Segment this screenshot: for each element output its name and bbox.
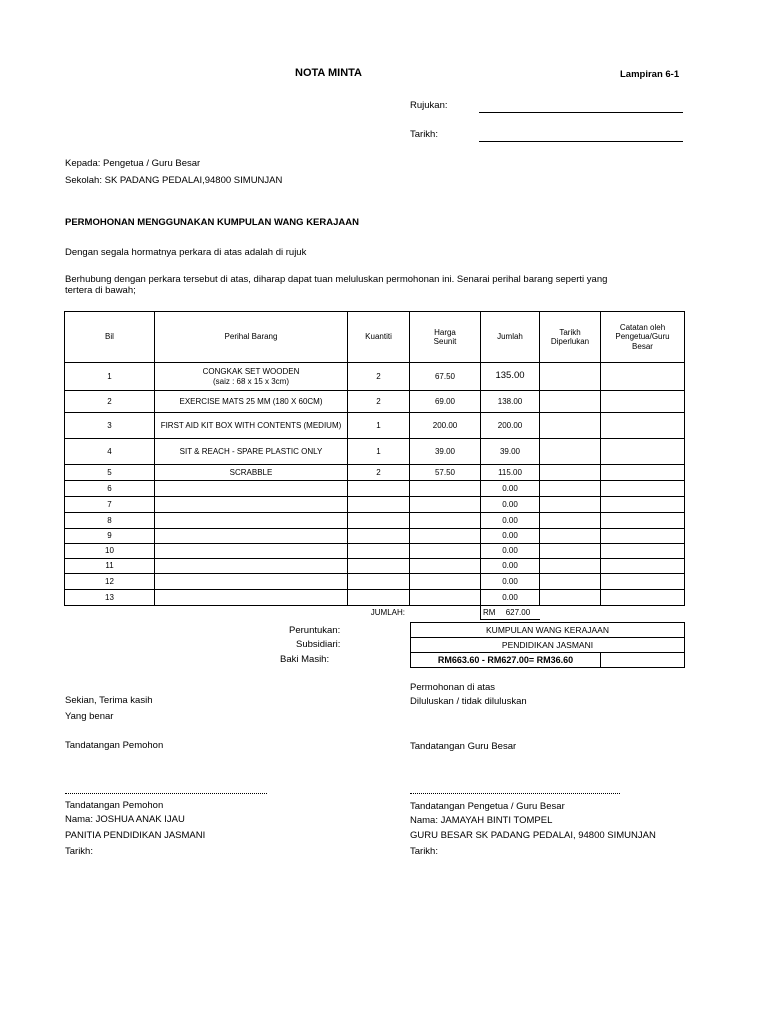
row-catatan bbox=[601, 481, 685, 497]
row-bil: 7 bbox=[65, 497, 155, 513]
row-kuantiti bbox=[348, 590, 410, 606]
row-perihal-size: (saiz : 68 x 15 x 3cm) bbox=[212, 376, 290, 386]
table-row bbox=[65, 529, 685, 544]
row-tarikh bbox=[540, 544, 601, 559]
table-row bbox=[65, 391, 685, 413]
row-catatan bbox=[601, 574, 685, 590]
row-tarikh bbox=[540, 465, 601, 481]
table-row bbox=[65, 574, 685, 590]
row-bil: 3 bbox=[65, 413, 155, 439]
row-perihal bbox=[155, 590, 348, 606]
row-bil: 13 bbox=[65, 590, 155, 606]
header-harga: Harga Seunit bbox=[410, 312, 481, 363]
row-perihal bbox=[155, 529, 348, 544]
table-row bbox=[65, 465, 685, 481]
row-tarikh bbox=[540, 497, 601, 513]
row-kuantiti bbox=[348, 513, 410, 529]
allocation-table bbox=[410, 622, 685, 668]
row-catatan bbox=[601, 559, 685, 574]
row-bil: 1 bbox=[65, 363, 155, 391]
right-signature-position: GURU BESAR SK PADANG PEDALAI, 94800 SIMUNJAN bbox=[410, 830, 656, 841]
applicant-signature-label: Tandatangan Pemohon bbox=[65, 740, 164, 751]
row-harga bbox=[410, 590, 481, 606]
items-table bbox=[64, 311, 685, 620]
paragraph-request-line1: Berhubung dengan perkara tersebut di atas, diharap dapat tuan meluluskan permohonan ini. Senarai perihal barang seperti yang bbox=[65, 274, 608, 285]
row-perihal bbox=[155, 574, 348, 590]
row-tarikh bbox=[540, 574, 601, 590]
row-catatan bbox=[601, 391, 685, 413]
table-row bbox=[65, 590, 685, 606]
row-jumlah: 0.00 bbox=[481, 497, 540, 513]
row-kuantiti: 1 bbox=[348, 413, 410, 439]
row-perihal-text: SCRABBLE bbox=[229, 467, 273, 477]
subject-heading: PERMOHONAN MENGGUNAKAN KUMPULAN WANG KERAJAAN bbox=[65, 217, 359, 228]
row-jumlah: 0.00 bbox=[481, 544, 540, 559]
row-jumlah: 0.00 bbox=[481, 590, 540, 606]
row-harga: 67.50 bbox=[410, 363, 481, 391]
row-catatan bbox=[601, 363, 685, 391]
table-row bbox=[65, 413, 685, 439]
row-perihal-text: CONGKAK SET WOODEN bbox=[202, 367, 300, 377]
row-catatan bbox=[601, 544, 685, 559]
total-value: 627.00 bbox=[505, 607, 531, 617]
baki-blank bbox=[601, 653, 685, 668]
row-harga bbox=[410, 529, 481, 544]
peruntukan-value: KUMPULAN WANG KERAJAAN bbox=[411, 623, 685, 638]
baki-value: RM663.60 - RM627.00= RM36.60 bbox=[411, 653, 601, 668]
row-bil: 9 bbox=[65, 529, 155, 544]
row-harga bbox=[410, 574, 481, 590]
row-kuantiti bbox=[348, 559, 410, 574]
row-kuantiti bbox=[348, 544, 410, 559]
row-perihal bbox=[155, 513, 348, 529]
sekian-text: Sekian, Terima kasih bbox=[65, 695, 153, 706]
document-title: NOTA MINTA bbox=[295, 67, 363, 79]
row-bil: 2 bbox=[65, 391, 155, 413]
row-tarikh bbox=[540, 439, 601, 465]
row-harga: 69.00 bbox=[410, 391, 481, 413]
row-jumlah: 0.00 bbox=[481, 481, 540, 497]
row-harga bbox=[410, 513, 481, 529]
table-row bbox=[65, 363, 685, 391]
row-bil: 6 bbox=[65, 481, 155, 497]
row-jumlah: 200.00 bbox=[481, 413, 540, 439]
tarikh-line bbox=[479, 141, 683, 142]
row-harga: 200.00 bbox=[410, 413, 481, 439]
headmaster-signature-label: Tandatangan Guru Besar bbox=[410, 741, 517, 752]
row-bil: 10 bbox=[65, 544, 155, 559]
row-harga: 39.00 bbox=[410, 439, 481, 465]
row-jumlah: 39.00 bbox=[481, 439, 540, 465]
row-tarikh bbox=[540, 513, 601, 529]
row-bil: 5 bbox=[65, 465, 155, 481]
total-blank bbox=[540, 606, 685, 620]
row-kuantiti: 1 bbox=[348, 439, 410, 465]
row-catatan bbox=[601, 413, 685, 439]
row-catatan bbox=[601, 497, 685, 513]
row-tarikh bbox=[540, 590, 601, 606]
row-harga bbox=[410, 481, 481, 497]
row-perihal bbox=[155, 481, 348, 497]
row-perihal bbox=[155, 439, 348, 465]
subsidiari-label: Subsidiari: bbox=[296, 639, 341, 650]
table-header-row bbox=[65, 312, 685, 363]
row-perihal bbox=[155, 559, 348, 574]
right-signature-title: Tandatangan Pengetua / Guru Besar bbox=[410, 801, 565, 812]
attachment-label: Lampiran 6-1 bbox=[620, 69, 680, 80]
row-bil: 12 bbox=[65, 574, 155, 590]
table-row bbox=[65, 481, 685, 497]
paragraph-intro: Dengan segala hormatnya perkara di atas adalah di rujuk bbox=[65, 247, 307, 258]
row-kuantiti: 2 bbox=[348, 391, 410, 413]
row-bil: 4 bbox=[65, 439, 155, 465]
total-row bbox=[65, 606, 685, 620]
header-kuantiti: Kuantiti bbox=[348, 312, 410, 363]
row-jumlah: 138.00 bbox=[481, 391, 540, 413]
peruntukan-label: Peruntukan: bbox=[289, 625, 341, 636]
row-catatan bbox=[601, 590, 685, 606]
kepada-text: Kepada: Pengetua / Guru Besar bbox=[65, 158, 201, 169]
header-catatan: Catatan oleh Pengetua/Guru Besar bbox=[601, 312, 685, 363]
header-tarikh: Tarikh Diperlukan bbox=[540, 312, 601, 363]
subsidiari-value: PENDIDIKAN JASMANI bbox=[411, 638, 685, 653]
row-kuantiti bbox=[348, 481, 410, 497]
row-tarikh bbox=[540, 481, 601, 497]
table-row bbox=[65, 513, 685, 529]
left-signature-date: Tarikh: bbox=[65, 846, 93, 857]
row-jumlah: 0.00 bbox=[481, 529, 540, 544]
row-bil: 11 bbox=[65, 559, 155, 574]
row-jumlah: 135.00 bbox=[481, 363, 540, 391]
row-kuantiti bbox=[348, 529, 410, 544]
yang-benar-text: Yang benar bbox=[65, 711, 114, 722]
row-bil: 8 bbox=[65, 513, 155, 529]
row-harga bbox=[410, 559, 481, 574]
rujukan-line bbox=[479, 112, 683, 113]
header-bil: Bil bbox=[65, 312, 155, 363]
row-tarikh bbox=[540, 413, 601, 439]
left-signature-position: PANITIA PENDIDIKAN JASMANI bbox=[65, 830, 206, 841]
row-perihal bbox=[155, 391, 348, 413]
row-tarikh bbox=[540, 559, 601, 574]
right-signature-date: Tarikh: bbox=[410, 846, 438, 857]
applicant-signature-line bbox=[65, 793, 267, 794]
header-perihal: Perihal Barang bbox=[155, 312, 348, 363]
row-harga: 57.50 bbox=[410, 465, 481, 481]
row-catatan bbox=[601, 529, 685, 544]
row-kuantiti bbox=[348, 497, 410, 513]
approval-line1: Permohonan di atas bbox=[410, 682, 496, 693]
row-jumlah: 0.00 bbox=[481, 574, 540, 590]
row-jumlah: 115.00 bbox=[481, 465, 540, 481]
headmaster-signature-line bbox=[410, 793, 620, 794]
left-signature-title: Tandatangan Pemohon bbox=[65, 800, 164, 811]
row-perihal-text: SIT & REACH - SPARE PLASTIC ONLY bbox=[179, 446, 323, 456]
row-catatan bbox=[601, 513, 685, 529]
total-label: JUMLAH: bbox=[65, 606, 481, 620]
rujukan-label: Rujukan: bbox=[410, 100, 448, 111]
row-kuantiti: 2 bbox=[348, 465, 410, 481]
table-row bbox=[65, 544, 685, 559]
row-perihal bbox=[155, 497, 348, 513]
header-jumlah: Jumlah bbox=[481, 312, 540, 363]
table-row bbox=[65, 439, 685, 465]
row-tarikh bbox=[540, 529, 601, 544]
left-signature-name: Nama: JOSHUA ANAK IJAU bbox=[65, 814, 185, 825]
row-perihal-text: EXERCISE MATS 25 MM (180 X 60CM) bbox=[179, 396, 323, 406]
sekolah-text: Sekolah: SK PADANG PEDALAI,94800 SIMUNJAN bbox=[65, 175, 283, 186]
baki-label: Baki Masih: bbox=[280, 654, 330, 665]
total-currency: RM bbox=[483, 607, 496, 617]
row-kuantiti: 2 bbox=[348, 363, 410, 391]
row-perihal bbox=[155, 544, 348, 559]
row-kuantiti bbox=[348, 574, 410, 590]
total-value-cell bbox=[481, 606, 540, 620]
row-perihal bbox=[155, 413, 348, 439]
row-perihal bbox=[155, 363, 348, 391]
row-jumlah: 0.00 bbox=[481, 559, 540, 574]
row-harga bbox=[410, 497, 481, 513]
row-tarikh bbox=[540, 363, 601, 391]
paragraph-request-line2: tertera di bawah; bbox=[65, 285, 136, 296]
row-perihal bbox=[155, 465, 348, 481]
row-tarikh bbox=[540, 391, 601, 413]
approval-line2: Diluluskan / tidak diluluskan bbox=[410, 696, 527, 707]
row-jumlah: 0.00 bbox=[481, 513, 540, 529]
tarikh-label: Tarikh: bbox=[410, 129, 438, 140]
row-catatan bbox=[601, 439, 685, 465]
table-row bbox=[65, 497, 685, 513]
row-perihal-text: FIRST AID KIT BOX WITH CONTENTS (MEDIUM) bbox=[160, 420, 342, 430]
table-row bbox=[65, 559, 685, 574]
row-catatan bbox=[601, 465, 685, 481]
right-signature-name: Nama: JAMAYAH BINTI TOMPEL bbox=[410, 815, 553, 826]
row-harga bbox=[410, 544, 481, 559]
